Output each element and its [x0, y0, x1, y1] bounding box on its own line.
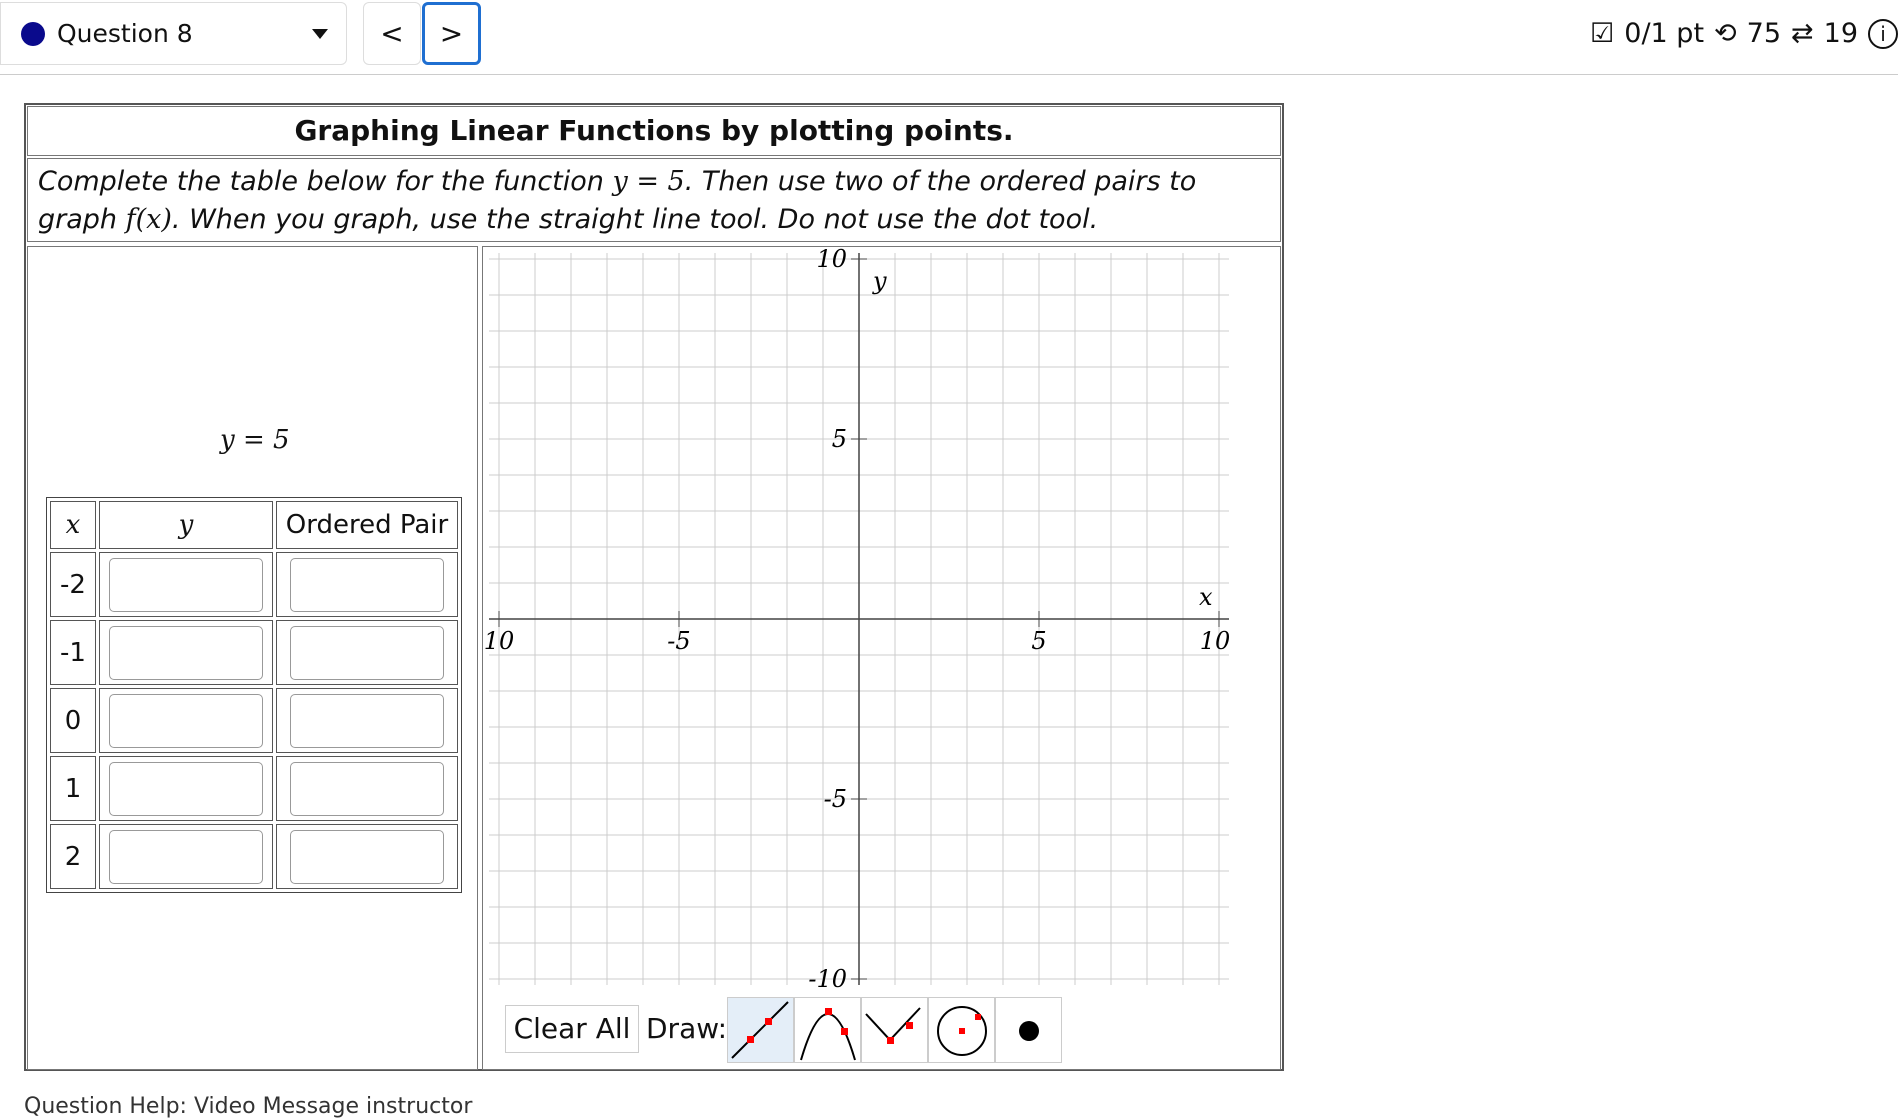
table-row [50, 688, 458, 753]
col-y: y [99, 501, 273, 549]
stats [1590, 18, 1898, 49]
x-value: -2 [50, 552, 96, 617]
y-input[interactable] [109, 626, 263, 680]
repeat-icon: ⇄ [1791, 18, 1814, 49]
retry-icon: ⟲ [1714, 18, 1737, 49]
dot-tool-button[interactable] [995, 997, 1062, 1063]
pair-cell [276, 552, 458, 617]
draw-label: Draw: [646, 1012, 728, 1045]
x-value: 1 [50, 756, 96, 821]
col-pair: Ordered Pair [276, 501, 458, 549]
y-cell [99, 552, 273, 617]
x-tick-label: -5 [667, 627, 691, 655]
divider [0, 74, 1898, 75]
pair-cell [276, 688, 458, 753]
x-tick-label: 5 [1031, 627, 1047, 655]
ordered-pair-input[interactable] [290, 558, 444, 612]
y-input[interactable] [109, 830, 263, 884]
retries: 75 [1746, 18, 1782, 49]
pair-cell [276, 620, 458, 685]
parabola-tool-button[interactable] [794, 997, 861, 1063]
y-input[interactable] [109, 762, 263, 816]
value-table [46, 497, 462, 893]
ordered-pair-input[interactable] [290, 762, 444, 816]
col-x: x [50, 501, 96, 549]
y-tick-label: -10 [808, 965, 847, 993]
table-row [50, 824, 458, 889]
table-row [50, 552, 458, 617]
clear-all-button[interactable]: Clear All [505, 1005, 639, 1053]
checkbox-icon: ☑ [1590, 18, 1615, 49]
line-tool-button[interactable] [727, 997, 794, 1063]
y-axis-label: y [873, 267, 887, 295]
score: 0/1 pt [1624, 18, 1705, 49]
ordered-pair-input[interactable] [290, 694, 444, 748]
ordered-pair-input[interactable] [290, 626, 444, 680]
absolute-value-tool-button[interactable] [861, 997, 928, 1063]
y-tick-label: 5 [831, 425, 847, 453]
pair-cell [276, 824, 458, 889]
y-input[interactable] [109, 694, 263, 748]
question-title: Graphing Linear Functions by plotting points. [27, 106, 1281, 156]
question-label: Question 8 [57, 19, 193, 48]
question-select[interactable] [0, 2, 347, 65]
x-value: 2 [50, 824, 96, 889]
table-row [50, 756, 458, 821]
circle-tool-button[interactable] [928, 997, 995, 1063]
y-tick-label: 10 [816, 245, 847, 273]
table-row [50, 620, 458, 685]
y-tick-label: -5 [823, 785, 847, 813]
attempts: 19 [1823, 18, 1858, 49]
instructions: Complete the table below for the function y = 5. Then use two of the ordered pairs to graph f(x). When you graph, use the straight line tool. Do not use the dot tool. [27, 158, 1281, 242]
footer-help: Question Help: Video Message instructor [24, 1094, 473, 1119]
y-cell [99, 824, 273, 889]
graph-panel [482, 246, 1281, 1070]
y-cell [99, 620, 273, 685]
status-dot [21, 22, 45, 46]
pair-cell [276, 756, 458, 821]
y-cell [99, 688, 273, 753]
x-tick-label: 10 [483, 627, 515, 655]
ordered-pair-input[interactable] [290, 830, 444, 884]
next-question-button[interactable]: > [422, 2, 481, 65]
equation: y = 5 [220, 425, 290, 455]
y-input[interactable] [109, 558, 263, 612]
x-tick-label: 10 [1199, 627, 1231, 655]
caret-down-icon [312, 29, 328, 39]
x-value: 0 [50, 688, 96, 753]
y-cell [99, 756, 273, 821]
x-axis-label: x [1199, 583, 1213, 611]
prev-question-button[interactable]: < [363, 2, 421, 65]
x-value: -1 [50, 620, 96, 685]
info-icon[interactable]: i [1868, 19, 1898, 49]
